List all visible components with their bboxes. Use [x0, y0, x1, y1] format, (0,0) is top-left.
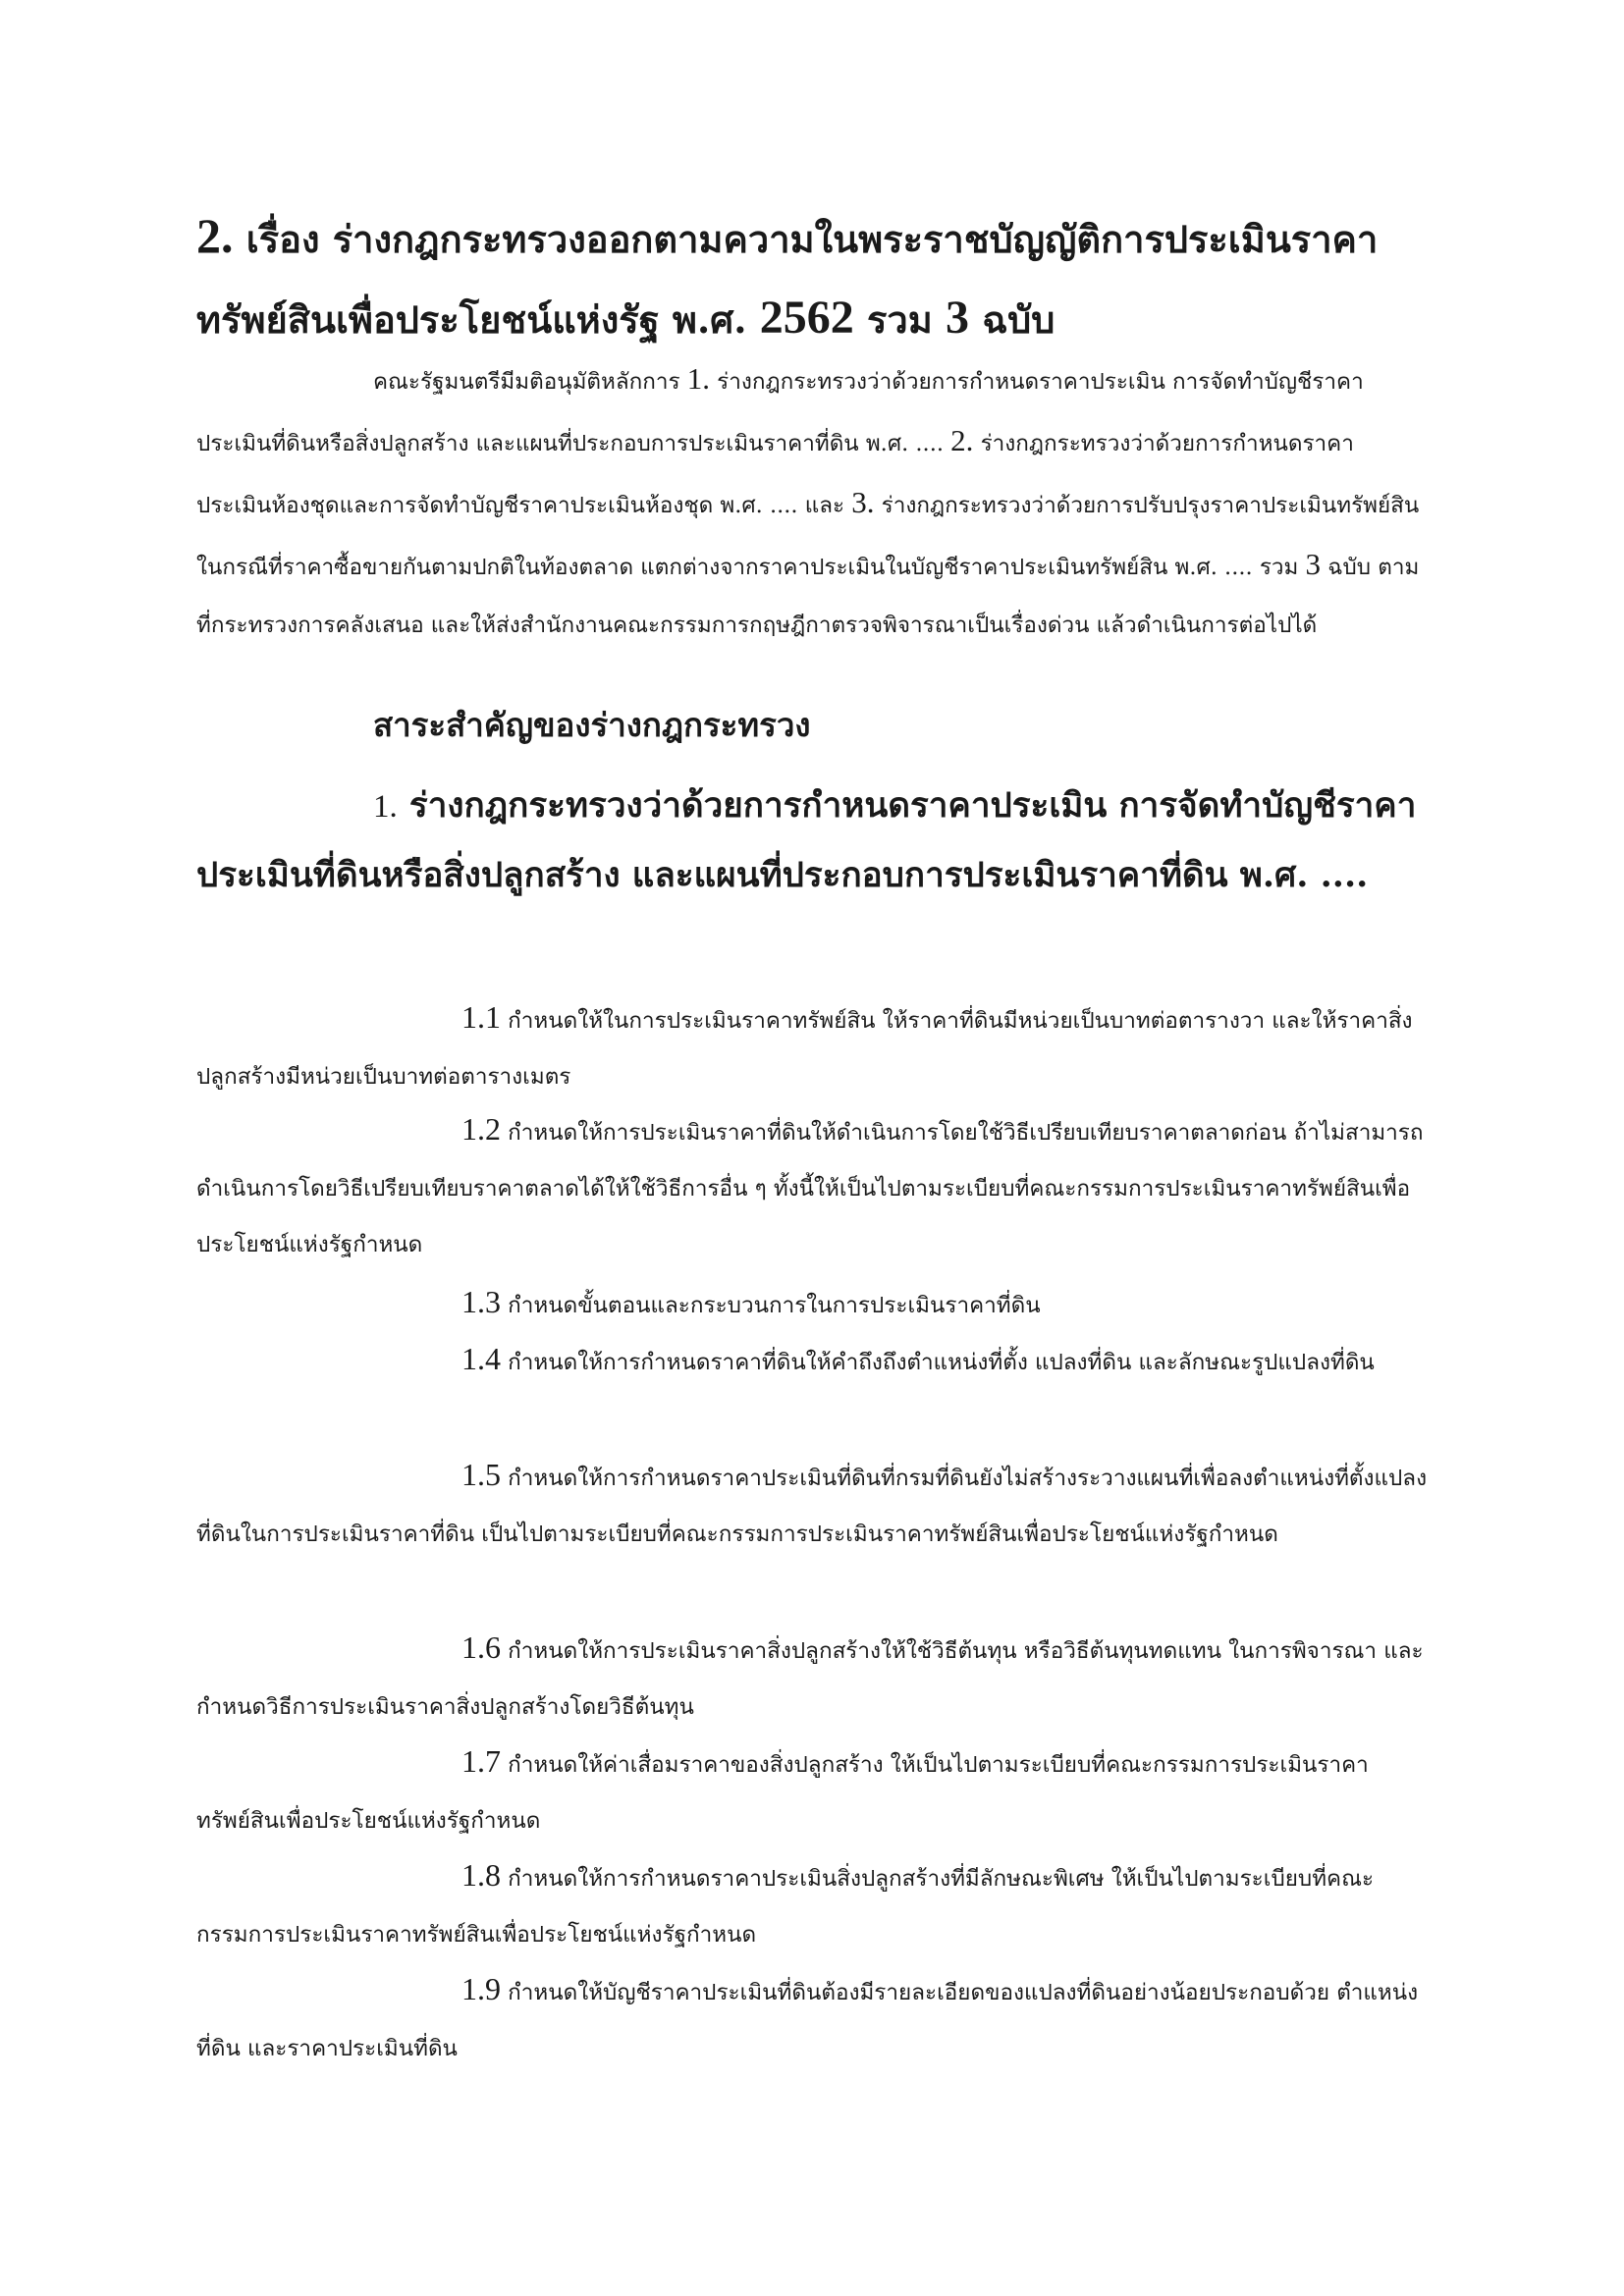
item-1-8: [196, 1847, 1429, 1963]
intro-num-3: 3.: [851, 485, 875, 519]
intro-text-1: คณะรัฐมนตรีมีมติอนุมัติหลักการ: [373, 369, 687, 395]
item-number: 1.6: [461, 1629, 501, 1665]
title-year: 2562: [759, 292, 854, 344]
item-text: กำหนดให้ค่าเสื่อมราคาของสิ่งปลูกสร้าง ให้เป็นไปตามระเบียบที่คณะกรรมการประเมินราคาทรัพย์สินเพื่อประโยชน์แห่งรัฐกำหนด: [196, 1752, 1369, 1834]
item-1-1: [196, 989, 1429, 1105]
section-heading: สาระสำคัญของร่างกฎกระทรวง: [373, 706, 811, 744]
item-1-3: [196, 1274, 1429, 1334]
title-line2-post: ฉบับ: [969, 297, 1056, 342]
item-number: 1.4: [461, 1341, 501, 1376]
item-text: กำหนดให้การกำหนดราคาประเมินที่ดินที่กรมที่ดินยังไม่สร้างระวางแผนที่เพื่อลงตำแหน่งที่ตั้งแปลงที่ดินในการประเมินราคาที่ดิน เป็นไปตามระเบียบที่คณะกรรมการประเมินราคาทรัพย์สินเพื่อประโยชน์แห่งรัฐกำหนด: [196, 1466, 1428, 1547]
item-number: 1.7: [461, 1743, 501, 1779]
item-text: กำหนดให้การประเมินราคาสิ่งปลูกสร้างให้ใช้วิธีต้นทุน หรือวิธีต้นทุนทดแทน ในการพิจารณา และกำหนดวิธีการประเมินราคาสิ่งปลูกสร้างโดยวิธีต้นทุน: [196, 1638, 1424, 1720]
item-text: กำหนดให้การกำหนดราคาที่ดินให้คำถึงถึงตำแหน่งที่ตั้ง แปลงที่ดิน และลักษณะรูปแปลงที่ดิน: [501, 1350, 1375, 1375]
intro-num-1: 1.: [686, 361, 711, 396]
item-1-2: [196, 1101, 1429, 1273]
document-title: [196, 196, 1434, 359]
item-1-7: [196, 1734, 1429, 1849]
item-number: 1.1: [461, 999, 501, 1035]
item-text: กำหนดให้ในการประเมินราคาทรัพย์สิน ให้ราคาที่ดินมีหน่วยเป็นบาทต่อตารางวา และให้ราคาสิ่งปลูกสร้างมีหน่วยเป็นบาทต่อตารางเมตร: [196, 1008, 1413, 1090]
title-count: 3: [946, 292, 970, 344]
item-number: 1.5: [461, 1457, 501, 1492]
item-number: 1.2: [461, 1111, 501, 1147]
item-1-4: [196, 1331, 1429, 1391]
item-text: กำหนดให้การกำหนดราคาประเมินสิ่งปลูกสร้างที่มีลักษณะพิเศษ ให้เป็นไปตามระเบียบที่คณะกรรมการประเมินราคาทรัพย์สินเพื่อประโยชน์แห่งรัฐกำหนด: [196, 1866, 1375, 1948]
intro-text-5: ฉบับ ตามที่กระทรวงการคลังเสนอ และให้ส่งสำนักงานคณะกรรมการกฤษฎีกาตรวจพิจารณาเป็นเรื่องด่วน แล้วดำเนินการต่อไปได้: [196, 555, 1420, 638]
item-text: กำหนดให้บัญชีราคาประเมินที่ดินต้องมีรายละเอียดของแปลงที่ดินอย่างน้อยประกอบด้วย ตำแหน่งที่ดิน และราคาประเมินที่ดิน: [196, 1980, 1419, 2061]
intro-text-2: ร่างกฎกระทรวงว่าด้วยการกำหนดราคาประเมิน การจัดทำบัญชีราคาประเมินที่ดินหรือสิ่งปลูกสร้าง และแผนที่ประกอบการประเมินราคาที่ดิน พ.ศ. ....: [196, 369, 1364, 456]
intro-paragraph: [196, 349, 1429, 655]
item-text: กำหนดขั้นตอนและกระบวนการในการประเมินราคาที่ดิน: [501, 1293, 1041, 1318]
title-line2-mid: รวม: [853, 297, 947, 342]
item-1-9: [196, 1961, 1429, 2077]
intro-text-4: ร่างกฎกระทรวงว่าด้วยการปรับปรุงราคาประเมินทรัพย์สิน ในกรณีที่ราคาซื้อขายกันตามปกติในท้องตลาด แตกต่างจากราคาประเมินในบัญชีราคาประเมินทรัพย์สิน พ.ศ. .... รวม: [196, 493, 1420, 580]
title-line2-pre: ทรัพย์สินเพื่อประโยชน์แห่งรัฐ พ.ศ.: [196, 297, 760, 342]
item-1-5: [196, 1447, 1429, 1563]
subsection-heading: [196, 772, 1429, 910]
item-number: 1.3: [461, 1284, 501, 1319]
title-line1: เรื่อง ร่างกฎกระทรวงออกตามความในพระราชบัญญัติการประเมินราคา: [245, 217, 1379, 261]
intro-num-4: 3: [1305, 547, 1322, 581]
item-1-6: [196, 1620, 1429, 1735]
title-number: 2.: [196, 208, 234, 263]
item-number: 1.8: [461, 1857, 501, 1893]
subsection-text: ร่างกฎกระทรวงว่าด้วยการกำหนดราคาประเมิน การจัดทำบัญชีราคาประเมินที่ดินหรือสิ่งปลูกสร้าง และแผนที่ประกอบการประเมินราคาที่ดิน พ.ศ. ....: [196, 785, 1417, 895]
item-text: กำหนดให้การประเมินราคาที่ดินให้ดำเนินการโดยใช้วิธีเปรียบเทียบราคาตลาดก่อน ถ้าไม่สามารถดำเนินการโดยวิธีเปรียบเทียบราคาตลาดได้ให้ใช้วิธีการอื่น ๆ ทั้งนี้ให้เป็นไปตามระเบียบที่คณะกรรมการประเมินราคาทรัพย์สินเพื่อประโยชน์แห่งรัฐกำหนด: [196, 1120, 1424, 1257]
intro-text-3: ร่างกฎกระทรวงว่าด้วยการกำหนดราคาประเมินห้องชุดและการจัดทำบัญชีราคาประเมินห้องชุด พ.ศ. .... และ: [196, 431, 1354, 518]
subsection-number: 1.: [373, 789, 398, 825]
intro-num-2: 2.: [950, 423, 974, 457]
item-number: 1.9: [461, 1971, 501, 2006]
